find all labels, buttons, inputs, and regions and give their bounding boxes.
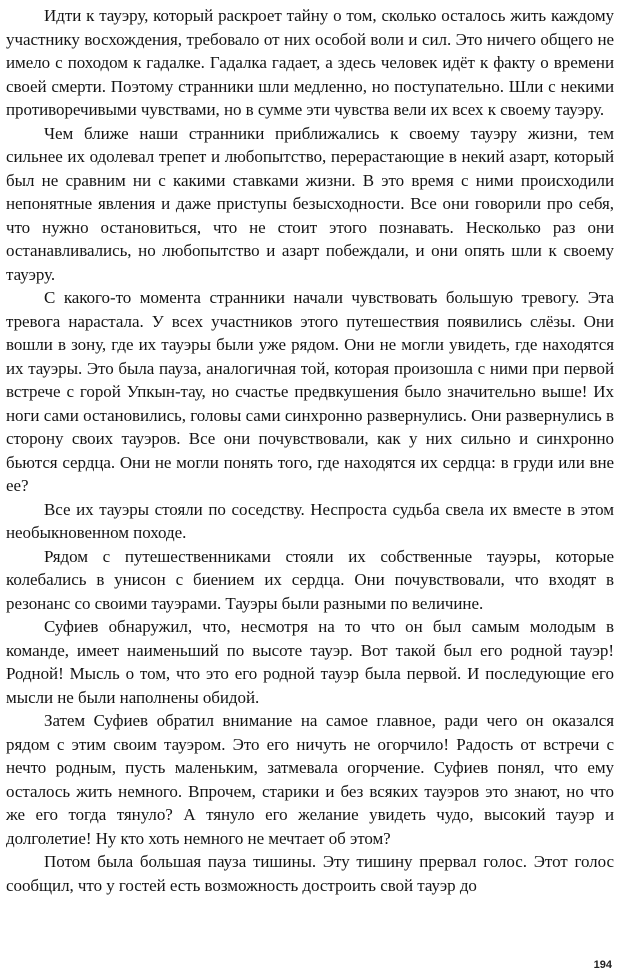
paragraph-3: С какого-то момента странники начали чувствовать большую тревогу. Эта тревога нарастала. У всех участников этого путешествия появились слёзы. Они вошли в зону, где их тауэры были уже рядом. Они не могли увидеть, где находятся их тауэры. Это была пауза, аналогичная той, которая произошла с ними при первой встрече с горой Упкын-тау, но счастье предвкушения было значительно выше! Их ноги сами остановились, головы сами синхронно развернулись. Они развернулись в сторону своих тауэров. Все они почувствовали, как у них сильно и синхронно бьются сердца. Они не могли понять того, где находятся их сердца: в груди или вне ее? [6, 288, 614, 495]
page-number: 194 [593, 959, 612, 971]
paragraph-8: Потом была большая пауза тишины. Эту тишину прервал голос. Этот голос сообщил, что у гостей есть возможность достроить свой тауэр до [6, 852, 614, 895]
paragraph-7: Затем Суфиев обратил внимание на самое главное, ради чего он оказался рядом с этим своим тауэром. Это его ничуть не огорчило! Радость от встречи с нечто родным, пусть маленьким, затмевала огорчение. Суфиев понял, что ему осталось жить немного. Впрочем, старики и без всяких тауэров это знают, но что же его тогда тянуло? А тянуло его желание увидеть чудо, высокий тауэр и долголетие! Ну кто хоть немного не мечтает об этом? [6, 711, 614, 848]
paragraph-2: Чем ближе наши странники приближались к своему тауэру жизни, тем сильнее их одолевал трепет и любопытство, перерастающие в некий азарт, который был не сравним ни с какими ставками жизни. В это время с ними происходили непонятные явления и даже приступы безысходности. Все они говорили про себя, что нужно остановиться, что не стоит этого познавать. Несколько раз они останавливались, но любопытство и азарт побеждали, и они опять шли к своему тауэру. [6, 123, 614, 284]
paragraph-5: Рядом с путешественниками стояли их собственные тауэры, которые колебались в унисон с биением их сердца. Они почувствовали, что входят в резонанс со своими тауэрами. Тауэры были разными по величине. [6, 546, 614, 613]
paragraph-4: Все их тауэры стояли по соседству. Неспроста судьба свела их вместе в этом необыкновенном походе. [6, 499, 614, 542]
paragraph-1: Идти к тауэру, который раскроет тайну о том, сколько осталось жить каждому участнику восхождения, требовало от них особой воли и сил. Это ничего общего не имело с походом к гадалке. Гадалка гадает, а здесь человек идёт к факту о времени своей смерти. Поэтому странники шли медленно, но поступательно. Шли с некими противоречивыми чувствами, но в сумме эти чувства вели их всех к своему тауэру. [6, 6, 614, 119]
paragraph-6: Суфиев обнаружил, что, несмотря на то что он был самым молодым в команде, имеет наименьший по высоте тауэр. Вот такой был его родной тауэр! Родной! Мысль о том, что это его родной тауэр была первой. И последующие его мысли не были наполнены обидой. [6, 617, 614, 707]
